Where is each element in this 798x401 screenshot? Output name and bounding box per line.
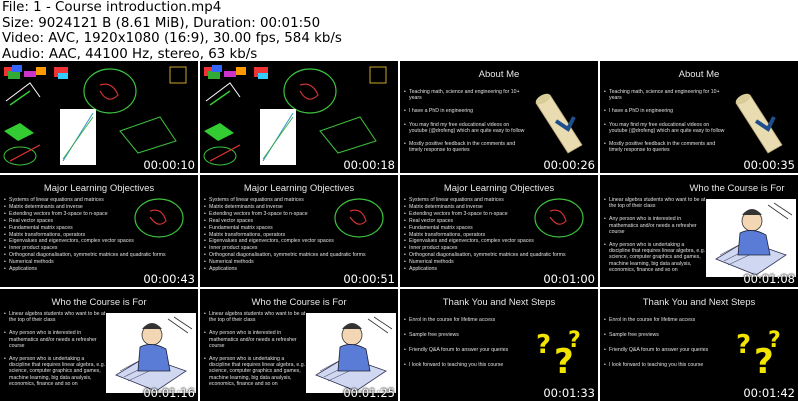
bullet-item: • Extending vectors from 3-space to n-space: [4, 211, 166, 218]
ellipse-graph-icon: [532, 195, 586, 241]
video-info-line: Video: AVC, 1920x1080 (16:9), 30.00 fps, 584 kb/s: [2, 31, 342, 46]
svg-text:?: ?: [754, 342, 774, 381]
bullet-item: • I have a PhD in engineering: [604, 108, 727, 114]
slide-title: Thank You and Next Steps: [442, 297, 556, 308]
bullet-item: • Numerical methods: [204, 259, 366, 266]
slide-title: Thank You and Next Steps: [642, 297, 756, 308]
bullet-item: • Extending vectors from 3-space to n-space: [404, 211, 566, 218]
slide-title: Who the Course is For: [689, 183, 785, 194]
bullet-item: • Any person who is interested in mathematics and/or needs a refresher course: [4, 330, 107, 349]
bullet-item: • Numerical methods: [404, 259, 566, 266]
bullet-item: • I look forward to teaching you this course: [404, 362, 508, 369]
bullet-item: • Matrix transformations, operators: [204, 232, 366, 239]
timestamp: 00:01:16: [143, 386, 195, 400]
timestamp: 00:00:51: [343, 272, 395, 286]
slide-title: Major Learning Objectives: [43, 183, 155, 194]
slide-title: About Me: [678, 69, 720, 80]
bullet-item: • Enrol in the course for lifetime access: [404, 317, 508, 324]
bullet-item: • Real vector spaces: [204, 218, 366, 225]
timestamp: 00:00:18: [343, 158, 395, 172]
bullet-item: • Any person who is undertaking a discipline that requires linear algebra, e.g. science, computer graphics and games, machine learning, big data analysis, economics, finance and so on: [604, 242, 707, 273]
diploma-scroll-icon: [528, 91, 588, 161]
audio-info-line: Audio: AAC, 44100 Hz, stereo, 63 kb/s: [2, 46, 258, 62]
bullet-item: • Matrix determinants and inverse: [4, 204, 166, 211]
thumbnail-2[interactable]: [200, 61, 398, 173]
svg-text:?: ?: [568, 328, 581, 353]
slide-title: Major Learning Objectives: [443, 183, 555, 194]
bullet-item: • Orthogonal diagonalisation, symmetric matrices and quadratic forms: [4, 252, 166, 259]
bullet-item: • Sample free previews: [404, 332, 508, 339]
timestamp: 00:00:35: [743, 158, 795, 172]
bullet-item: • Mostly positive feedback in the comments and timely response to queries: [404, 141, 527, 153]
bullet-item: • Linear algebra students who want to be at the top of their class: [604, 197, 707, 209]
bullet-item: • Inner product spaces: [404, 245, 566, 252]
thumbnail-12[interactable]: [600, 289, 798, 401]
timestamp: 00:00:43: [143, 272, 195, 286]
bullet-item: • Numerical methods: [4, 259, 166, 266]
bullet-list: [604, 317, 708, 377]
timestamp: 00:01:33: [543, 386, 595, 400]
thumbnail-5[interactable]: [0, 175, 198, 287]
bullet-list: [204, 311, 307, 394]
bullet-item: • Applications: [204, 266, 366, 273]
timestamp: 00:01:00: [543, 272, 595, 286]
bullet-item: • Applications: [4, 266, 166, 273]
svg-text:?: ?: [768, 328, 781, 353]
file-size-line: Size: 9024121 B (8.61 MiB), Duration: 00:01:50: [2, 15, 321, 31]
ellipse-graph-icon: [332, 195, 386, 241]
math-collage-graphic: [200, 61, 398, 173]
bullet-item: • Teaching math, science and engineering for 10+ years: [404, 89, 527, 101]
question-marks-icon: [734, 311, 794, 381]
bullet-list: [4, 311, 107, 394]
bullet-item: • Inner product spaces: [204, 245, 366, 252]
diploma-scroll-icon: [728, 91, 788, 161]
bullet-item: • Real vector spaces: [4, 218, 166, 225]
bullet-item: • Fundamental matrix spaces: [404, 225, 566, 232]
bullet-item: • Linear algebra students who want to be at the top of their class: [4, 311, 107, 323]
bullet-item: • You may find my free educational videos on youtube (@drofeng) which are quite easy to follow: [404, 122, 527, 134]
thumbnail-6[interactable]: [200, 175, 398, 287]
bullet-list: [604, 197, 707, 280]
bullet-list: [604, 89, 727, 160]
bullet-item: • Any person who is interested in mathematics and/or needs a refresher course: [604, 216, 707, 235]
bullet-item: • Systems of linear equations and matrices: [4, 197, 166, 204]
bullet-item: • I have a PhD in engineering: [404, 108, 527, 114]
bullet-item: • Linear algebra students who want to be at the top of their class: [204, 311, 307, 323]
svg-text:?: ?: [536, 330, 552, 360]
bullet-list: [404, 317, 508, 377]
svg-text:?: ?: [554, 342, 574, 381]
bullet-item: • Eigenvalues and eigenvectors, complex vector spaces: [4, 238, 166, 245]
bullet-item: • Inner product spaces: [4, 245, 166, 252]
thumbnail-11[interactable]: [400, 289, 598, 401]
math-collage-graphic: [0, 61, 198, 173]
thumbnail-7[interactable]: [400, 175, 598, 287]
slide-title: Major Learning Objectives: [243, 183, 355, 194]
thumbnail-9[interactable]: [0, 289, 198, 401]
thumbnail-1[interactable]: [0, 61, 198, 173]
thumbnail-8[interactable]: [600, 175, 798, 287]
file-name-line: File: 1 - Course introduction.mp4: [2, 0, 222, 15]
bullet-item: • Teaching math, science and engineering for 10+ years: [604, 89, 727, 101]
bullet-item: • Applications: [404, 266, 566, 273]
bullet-list: [404, 89, 527, 160]
bullet-item: • Systems of linear equations and matrices: [404, 197, 566, 204]
bullet-item: • You may find my free educational videos on youtube (@drofeng) which are quite easy to follow: [604, 122, 727, 134]
bullet-item: • Real vector spaces: [404, 218, 566, 225]
bullet-item: • Orthogonal diagonalisation, symmetric matrices and quadratic forms: [404, 252, 566, 259]
timestamp: 00:01:08: [743, 272, 795, 286]
bullet-item: • Systems of linear equations and matrices: [204, 197, 366, 204]
timestamp: 00:01:25: [343, 386, 395, 400]
bullet-item: • Friendly Q&A forum to answer your queries: [404, 347, 508, 354]
bullet-item: • Friendly Q&A forum to answer your queries: [604, 347, 708, 354]
bullet-item: • Matrix determinants and inverse: [404, 204, 566, 211]
student-illustration-icon: [706, 199, 796, 277]
thumbnail-grid: [0, 61, 798, 401]
thumbnail-3[interactable]: [400, 61, 598, 173]
bullet-item: • Any person who is undertaking a discipline that requires linear algebra, e.g. science, computer graphics and games, machine learning, big data analysis, economics, finance and so on: [204, 356, 307, 387]
slide-title: Who the Course is For: [251, 297, 347, 308]
student-illustration-icon: [306, 313, 396, 393]
thumbnail-10[interactable]: [200, 289, 398, 401]
bullet-item: • Any person who is interested in mathematics and/or needs a refresher course: [204, 330, 307, 349]
student-illustration-icon: [106, 313, 196, 393]
svg-text:?: ?: [736, 330, 752, 360]
bullet-item: • Fundamental matrix spaces: [204, 225, 366, 232]
timestamp: 00:00:10: [143, 158, 195, 172]
bullet-item: • Matrix transformations, operators: [404, 232, 566, 239]
thumbnail-4[interactable]: [600, 61, 798, 173]
bullet-item: • Enrol in the course for lifetime access: [604, 317, 708, 324]
bullet-item: • Orthogonal diagonalisation, symmetric matrices and quadratic forms: [204, 252, 366, 259]
timestamp: 00:01:42: [743, 386, 795, 400]
timestamp: 00:00:26: [543, 158, 595, 172]
question-marks-icon: [534, 311, 594, 381]
bullet-item: • Matrix transformations, operators: [4, 232, 166, 239]
file-info: [2, 0, 796, 66]
bullet-item: • Eigenvalues and eigenvectors, complex vector spaces: [404, 238, 566, 245]
bullet-item: • Sample free previews: [604, 332, 708, 339]
bullet-item: • Mostly positive feedback in the comments and timely response to queries: [604, 141, 727, 153]
ellipse-graph-icon: [132, 195, 186, 241]
bullet-item: • Matrix determinants and inverse: [204, 204, 366, 211]
bullet-item: • Eigenvalues and eigenvectors, complex vector spaces: [204, 238, 366, 245]
bullet-item: • I look forward to teaching you this course: [604, 362, 708, 369]
slide-title: Who the Course is For: [51, 297, 147, 308]
bullet-item: • Extending vectors from 3-space to n-space: [204, 211, 366, 218]
bullet-item: • Fundamental matrix spaces: [4, 225, 166, 232]
bullet-item: • Any person who is undertaking a discipline that requires linear algebra, e.g. science, computer graphics and games, machine learning, big data analysis, economics, finance and so on: [4, 356, 107, 387]
slide-title: About Me: [478, 69, 520, 80]
